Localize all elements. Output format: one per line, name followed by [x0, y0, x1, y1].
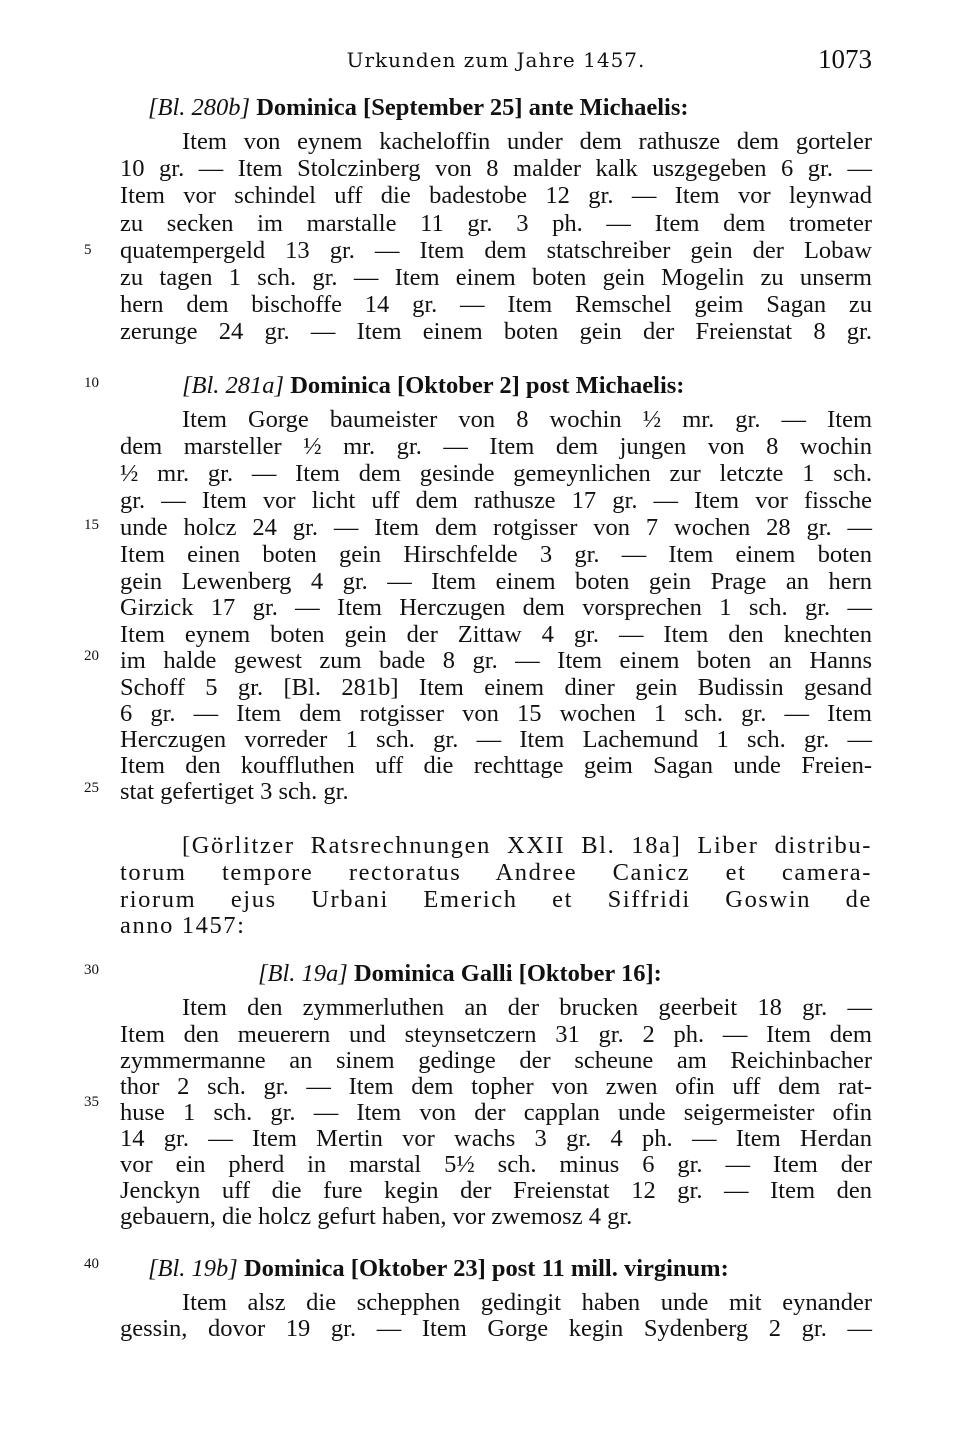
folio-ref: [Bl. 19a] — [258, 960, 348, 987]
text-line: Item eynem boten gein der Zittaw 4 gr. — Item den knechten — [120, 621, 872, 648]
line-number: 25 — [84, 780, 99, 796]
line-number: 30 — [84, 962, 99, 978]
text-line: Item vor schindel uff die badestobe 12 gr. — Item vor leynwad — [120, 182, 872, 209]
text-line: 6 gr. — Item dem rotgisser von 15 wochen 1 sch. gr. — Item — [120, 700, 872, 727]
text-line: zu secken im marstalle 11 gr. 3 ph. — Item dem trometer — [120, 210, 872, 237]
line-number: 10 — [84, 375, 99, 391]
text-line: zu tagen 1 sch. gr. — Item einem boten gein Mogelin zu unserm — [120, 264, 872, 291]
text-line: gein Lewenberg 4 gr. — Item einem boten gein Prage an hern — [120, 568, 872, 595]
intro-line: [Görlitzer Ratsrechnungen XXII Bl. 18a] Liber distribu- — [182, 832, 872, 859]
entry-heading — [258, 960, 872, 988]
text-line: dem marsteller ½ mr. gr. — Item dem jungen von 8 wochin — [120, 433, 872, 460]
text-line: 14 gr. — Item Mertin vor wachs 3 gr. 4 ph. — Item Herdan — [120, 1125, 872, 1152]
folio-ref: [Bl. 281a] — [182, 372, 285, 399]
text-line: Item alsz die schepphen gedingit haben unde mit eynander — [182, 1289, 872, 1316]
running-head — [120, 44, 872, 84]
text-line: huse 1 sch. gr. — Item von der capplan unde seigermeister ofin — [120, 1099, 872, 1126]
text-line: gr. — Item vor licht uff dem rathusze 17 gr. — Item vor fissche — [120, 487, 872, 514]
page-number: 1073 — [818, 44, 872, 74]
text-line: ½ mr. gr. — Item dem gesinde gemeynlichen zur letczte 1 sch. — [120, 460, 872, 487]
text-line: vor ein pherd in marstal 5½ sch. minus 6 gr. — Item der — [120, 1151, 872, 1178]
text-line: hern dem bischoffe 14 gr. — Item Remschel geim Sagan zu — [120, 291, 872, 318]
text-line: Jenckyn uff die fure kegin der Freienstat 12 gr. — Item den — [120, 1177, 872, 1204]
text-line: Item den zymmerluthen an der brucken geerbeit 18 gr. — — [182, 994, 872, 1021]
text-line: zymmermanne an sinem gedinge der scheune am Reichinbacher — [120, 1047, 872, 1074]
text-line: Herczugen vorreder 1 sch. gr. — Item Lachemund 1 sch. gr. — — [120, 726, 872, 753]
folio-ref: [Bl. 19b] — [148, 1255, 238, 1282]
text-line: Item den kouffluthen uff die rechttage geim Sagan unde Freien- — [120, 752, 872, 779]
text-line: Item einen boten gein Hirschfelde 3 gr. — Item einem boten — [120, 541, 872, 568]
intro-line: torum tempore rectoratus Andree Canicz et camera- — [120, 859, 872, 886]
text-line: gessin, dovor 19 gr. — Item Gorge kegin Sydenberg 2 gr. — — [120, 1315, 872, 1342]
text-line: 10 gr. — Item Stolczinberg von 8 malder kalk uszgegeben 6 gr. — — [120, 155, 872, 182]
heading-title: Dominica [Oktober 23] post 11 mill. virginum: — [243, 1255, 729, 1282]
entry-heading — [148, 1255, 872, 1283]
text-line: thor 2 sch. gr. — Item dem topher von zwen ofin uff dem rat- — [120, 1073, 872, 1100]
intro-line: riorum ejus Urbani Emerich et Siffridi Goswin de — [120, 886, 872, 913]
text-line: im halde gewest zum bade 8 gr. — Item einem boten an Hanns — [120, 647, 872, 674]
line-number: 20 — [84, 648, 99, 664]
text-line: Schoff 5 gr. [Bl. 281b] Item einem diner gein Budissin gesand — [120, 674, 872, 701]
text-line: zerunge 24 gr. — Item einem boten gein der Freienstat 8 gr. — [120, 318, 872, 345]
text-line: quatempergeld 13 gr. — Item dem statschreiber gein der Lobaw — [120, 237, 872, 264]
heading-title: Dominica [September 25] ante Michaelis: — [256, 94, 689, 121]
line-number: 35 — [84, 1094, 99, 1110]
entry-heading — [182, 372, 872, 400]
text-line: Item Gorge baumeister von 8 wochin ½ mr. gr. — Item — [182, 406, 872, 433]
text-line: Item den meuerern und steynsetczern 31 gr. 2 ph. — Item dem — [120, 1021, 872, 1048]
text-line: unde holcz 24 gr. — Item dem rotgisser von 7 wochen 28 gr. — — [120, 514, 872, 541]
text-line: Girzick 17 gr. — Item Herczugen dem vorsprechen 1 sch. gr. — — [120, 594, 872, 621]
heading-title: Dominica Galli [Oktober 16]: — [353, 960, 662, 987]
running-head-title: Urkunden zum Jahre 1457. — [346, 48, 646, 72]
text-line: gebauern, die holcz gefurt haben, vor zwemosz 4 gr. — [120, 1203, 633, 1230]
line-number: 15 — [84, 517, 99, 533]
line-number: 40 — [84, 1256, 99, 1272]
intro-line: anno 1457: — [120, 912, 246, 939]
heading-title: Dominica [Oktober 2] post Michaelis: — [290, 372, 685, 399]
folio-ref: [Bl. 280b] — [148, 94, 251, 121]
entry-heading — [148, 94, 872, 122]
text-line: Item von eynem kacheloffin under dem rathusze dem gorteler — [182, 128, 872, 155]
line-number: 5 — [84, 242, 92, 258]
text-line: stat gefertiget 3 sch. gr. — [120, 778, 349, 805]
